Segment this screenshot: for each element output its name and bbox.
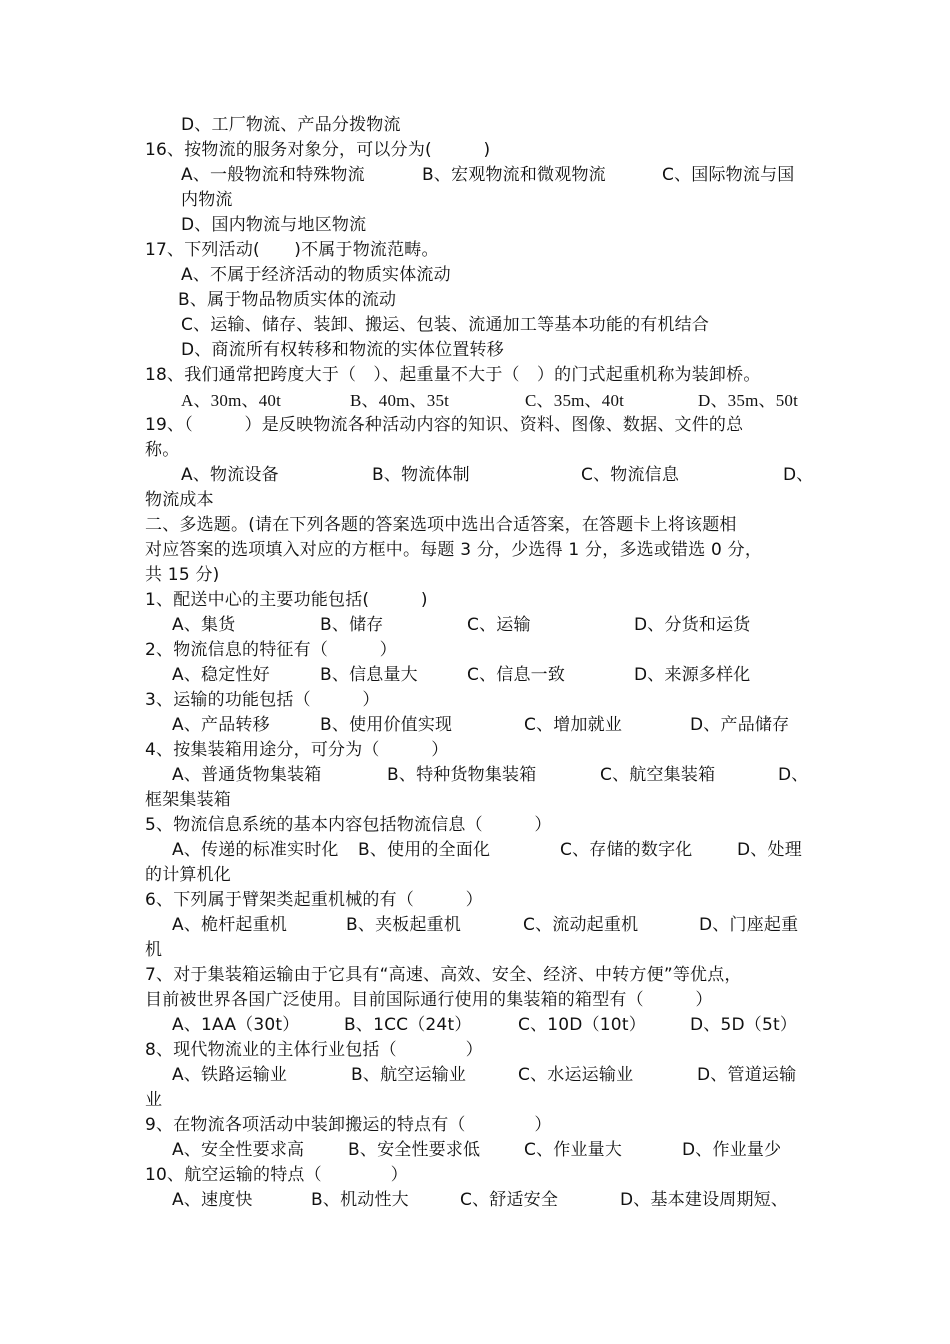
section-text: 二、多选题。(请在下列各题的答案选项中选出合适答案，在答题卡上将该题相 xyxy=(145,515,737,535)
option-a: A、集货 xyxy=(172,615,236,635)
text-line xyxy=(0,1088,163,1113)
option-b: B、安全性要求低 xyxy=(348,1140,481,1160)
options-line xyxy=(0,463,814,488)
option-d: D、 xyxy=(783,465,814,485)
option-a: A、1AA（30t） xyxy=(172,1015,300,1035)
question-text: 7、对于集装箱运输由于它具有“高速、高效、安全、经济、中转方便”等优点， xyxy=(145,965,742,985)
question-text: 6、下列属于臂架类起重机械的有（ ） xyxy=(145,890,483,910)
section-heading xyxy=(0,538,763,563)
question-line xyxy=(0,1113,552,1138)
question-text: 目前被世界各国广泛使用。目前国际通行使用的集装箱的箱型有（ ） xyxy=(145,990,713,1010)
option-d: D、商流所有权转移和物流的实体位置转移 xyxy=(181,340,504,360)
question-line xyxy=(0,738,449,763)
option-c: C、信息一致 xyxy=(467,665,566,685)
option-c: C、运输、储存、装卸、搬运、包装、流通加工等基本功能的有机结合 xyxy=(181,315,710,335)
option-c: C、舒适安全 xyxy=(460,1190,559,1210)
text-line xyxy=(0,113,401,138)
option-d: D、基本建设周期短、 xyxy=(620,1190,789,1210)
option-d: D、国内物流与地区物流 xyxy=(181,215,367,235)
question-text: 3、运输的功能包括（ ） xyxy=(145,690,380,710)
text-line xyxy=(0,938,163,963)
question-line xyxy=(0,588,428,613)
options-line xyxy=(0,1013,798,1038)
question-text: 8、现代物流业的主体行业包括（ ） xyxy=(145,1040,483,1060)
question-line xyxy=(0,813,552,838)
question-line xyxy=(0,888,483,913)
section-heading xyxy=(0,513,737,538)
option-c: C、水运运输业 xyxy=(518,1065,634,1085)
option-a: A、传递的标准实时化 xyxy=(172,840,339,860)
option-text: 业 xyxy=(145,1090,163,1110)
option-a: A、稳定性好 xyxy=(172,665,270,685)
question-line xyxy=(0,413,744,438)
option-b: B、使用价值实现 xyxy=(320,715,453,735)
option-text: 框架集装箱 xyxy=(145,790,231,810)
question-line xyxy=(0,963,742,988)
option-c: C、物流信息 xyxy=(581,465,680,485)
options-line xyxy=(0,613,751,638)
question-text: 称。 xyxy=(145,440,180,460)
option-c: C、10D（10t） xyxy=(518,1015,646,1035)
option-d: D、处理 xyxy=(737,840,802,860)
option-a: A、普通货物集装箱 xyxy=(172,765,322,785)
options-line xyxy=(0,663,751,688)
question-text: 16、按物流的服务对象分，可以分为( ) xyxy=(145,140,491,160)
question-text: 9、在物流各项活动中装卸搬运的特点有（ ） xyxy=(145,1115,552,1135)
option-d: D、5D（5t） xyxy=(690,1015,798,1035)
option-c: C、存储的数字化 xyxy=(560,840,693,860)
option-text: 机 xyxy=(145,940,163,960)
option-d: D、来源多样化 xyxy=(634,665,751,685)
option-b: B、夹板起重机 xyxy=(346,915,462,935)
option-text: D、工厂物流、产品分拨物流 xyxy=(181,115,401,135)
options-line xyxy=(0,913,799,938)
option-a: A、安全性要求高 xyxy=(172,1140,305,1160)
option-b: B、使用的全面化 xyxy=(358,840,491,860)
section-text: 对应答案的选项填入对应的方框中。每题 3 分，少选得 1 分，多选或错选 0 分， xyxy=(145,540,763,560)
question-text: 2、物流信息的特征有（ ） xyxy=(145,640,397,660)
section-heading xyxy=(0,563,220,588)
option-a: A、桅杆起重机 xyxy=(172,915,288,935)
option-a: A、速度快 xyxy=(172,1190,253,1210)
options-line xyxy=(0,163,795,188)
text-line xyxy=(0,263,451,288)
question-text: 10、航空运输的特点（ ） xyxy=(145,1165,408,1185)
option-b: B、信息量大 xyxy=(320,665,418,685)
question-line xyxy=(0,238,439,263)
text-line xyxy=(0,438,180,463)
question-line xyxy=(0,1163,408,1188)
option-b: B、宏观物流和微观物流 xyxy=(422,165,606,185)
option-a: A、30m、40t xyxy=(181,391,282,410)
question-text: 18、我们通常把跨度大于（ ）、起重量不大于（ ）的门式起重机称为装卸桥。 xyxy=(145,365,761,385)
question-line xyxy=(0,138,491,163)
question-line xyxy=(0,363,761,388)
option-b: B、属于物品物质实体的流动 xyxy=(178,290,397,310)
question-text: 19、（ ）是反映物流各种活动内容的知识、资料、图像、数据、文件的总 xyxy=(145,415,744,435)
text-line xyxy=(0,863,231,888)
question-line xyxy=(0,988,713,1013)
option-a: A、不属于经济活动的物质实体流动 xyxy=(181,265,451,285)
option-b: B、储存 xyxy=(320,615,384,635)
options-line xyxy=(0,838,802,863)
option-text: 物流成本 xyxy=(145,490,214,510)
text-line xyxy=(0,488,214,513)
option-c: C、运输 xyxy=(467,615,531,635)
section-text: 共 15 分) xyxy=(145,565,220,585)
option-b: B、1CC（24t） xyxy=(344,1015,472,1035)
option-d: D、分货和运货 xyxy=(634,615,751,635)
question-line xyxy=(0,688,380,713)
text-line xyxy=(0,788,231,813)
options-line xyxy=(0,388,799,413)
option-c: C、作业量大 xyxy=(524,1140,623,1160)
question-text: 17、下列活动( )不属于物流范畴。 xyxy=(145,240,439,260)
option-a: A、铁路运输业 xyxy=(172,1065,288,1085)
option-d: D、门座起重 xyxy=(699,915,799,935)
option-b: B、40m、35t xyxy=(350,391,450,410)
text-line xyxy=(0,188,233,213)
text-line xyxy=(0,288,397,313)
option-text: 的计算机化 xyxy=(145,865,231,885)
options-line xyxy=(0,1138,782,1163)
question-line xyxy=(0,1038,483,1063)
option-d: D、管道运输 xyxy=(697,1065,797,1085)
option-a: A、物流设备 xyxy=(181,465,279,485)
option-d: D、35m、50t xyxy=(698,391,799,410)
option-c: C、增加就业 xyxy=(524,715,623,735)
option-d: D、 xyxy=(778,765,809,785)
option-b: B、机动性大 xyxy=(311,1190,409,1210)
question-text: 5、物流信息系统的基本内容包括物流信息（ ） xyxy=(145,815,552,835)
option-b: B、物流体制 xyxy=(372,465,470,485)
option-c: C、35m、40t xyxy=(525,391,625,410)
question-text: 1、配送中心的主要功能包括( ) xyxy=(145,590,428,610)
option-b: B、航空运输业 xyxy=(351,1065,467,1085)
text-line xyxy=(0,213,367,238)
option-b: B、特种货物集装箱 xyxy=(387,765,537,785)
option-d: D、产品储存 xyxy=(690,715,790,735)
options-line xyxy=(0,713,790,738)
text-line xyxy=(0,313,710,338)
question-text: 4、按集装箱用途分，可分为（ ） xyxy=(145,740,449,760)
options-line xyxy=(0,1188,789,1213)
options-line xyxy=(0,1063,797,1088)
option-c: C、航空集装箱 xyxy=(600,765,716,785)
option-text: 内物流 xyxy=(181,190,233,210)
option-c: C、国际物流与国 xyxy=(662,165,795,185)
option-c: C、流动起重机 xyxy=(523,915,639,935)
option-a: A、产品转移 xyxy=(172,715,270,735)
question-line xyxy=(0,638,397,663)
option-d: D、作业量少 xyxy=(682,1140,782,1160)
option-a: A、一般物流和特殊物流 xyxy=(181,165,365,185)
text-line xyxy=(0,338,504,363)
options-line xyxy=(0,763,809,788)
